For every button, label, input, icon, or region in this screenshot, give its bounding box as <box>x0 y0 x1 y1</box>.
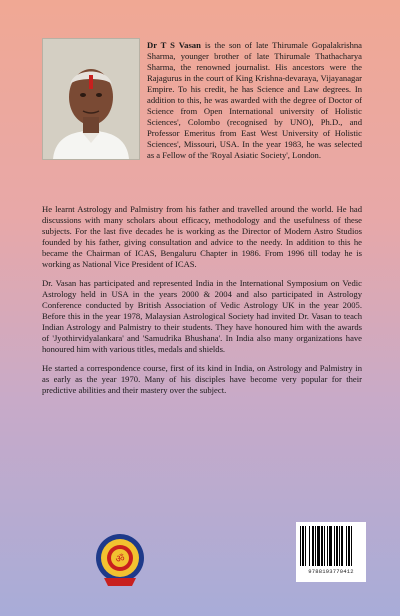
svg-text:ॐ: ॐ <box>115 554 125 565</box>
author-intro <box>147 40 362 161</box>
icas-seal <box>92 532 148 588</box>
author-name: Dr T S Vasan <box>147 40 201 50</box>
biography-body <box>42 204 362 404</box>
isbn-number: 9788193770412 <box>308 568 354 575</box>
isbn-barcode <box>296 522 366 582</box>
biography-paragraph: He learnt Astrology and Palmistry from his father and travelled around the world. He had discussions with many scholars about efficacy, methodology and the usefulness of these subjects. For the last five decades he is working as the Director of Modern Astro Studios founded by his father, giving consultation and advice to the needy. In addition to this he became the Chairman of ICAS, Bengaluru Chapter in 1986. From 1996 till today he is working as National Vice President of ICAS. <box>42 204 362 269</box>
biography-paragraph: Dr. Vasan has participated and represented India in the International Symposium on Vedic Astrology held in USA in the years 2000 & 2004 and also participated in Astrology Conference conducted by British Association of Vedic Astrology UK in the year 2005. Before this in the year 1978, Malaysian Astrological Society had invited Dr. Vasan to teach Indian Astrology and Palmistry to their students. They have honoured him with the awards of 'Jyothirvidyalankara' and 'Samudrika Bhushana'. In India also many organizations have honoured him with various titles, medals and shields. <box>42 278 362 354</box>
barcode-bars <box>300 526 362 566</box>
author-photo <box>42 38 140 160</box>
biography-paragraph: He started a correspondence course, first of its kind in India, on Astrology and Palmistry in as early as the year 1970. Many of his disciples have become very popular for their predictive abilities and their mastery over the subject. <box>42 363 362 395</box>
barcode-bar <box>352 526 353 566</box>
author-portrait-icon <box>43 39 139 159</box>
om-seal-icon <box>92 532 148 588</box>
author-intro-text: is the son of late Thirumale Gopalakrishna Sharma, younger brother of late Thirumale Thathacharya Sharma, the renowned journalist. His ancestors were the Rajagurus in the court of King Krishna-devaraya, Vijayanagar Empire. To his credit, he has Science and Law degrees. In addition to this, he was awarded with the degree of Doctor of Science from Open International university of Holistic Sciences', Colombo (recognised by UNO), Ph.D., and Professor Emeritus from East West University of Holistic Sciences', Missouri, USA. In the year 1983, he was selected as a Fellow of the 'Royal Asiatic Society', London. <box>147 40 362 160</box>
